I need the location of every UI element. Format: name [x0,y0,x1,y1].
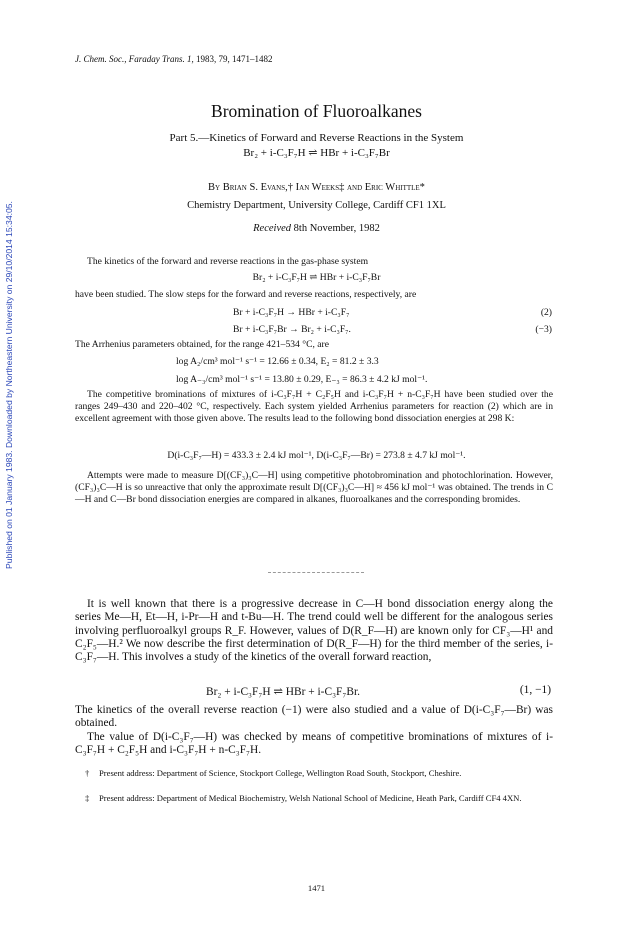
journal-citation [75,54,273,64]
journal-volume-pages: 1983, 79, 1471–1482 [193,54,273,64]
received-label: Received [253,223,294,234]
abstract-paragraph-4: The competitive brominations of mixtures of i-C₃F₇H + C₂F₅H and i-C₃F₇H + n-C₃F₇H have been studied over the ranges 249–430 and 220–402 °C, respectively. Each system yielded Arrhenius parameters for reaction (2) which are in excellent agreement with those given above. The results lead to the following bond dissociation energies at 298 K: [75,389,553,424]
footnote-1-text: Present address: Department of Science, Stockport College, Wellington Road South, Stockport, Cheshire. [99,768,462,778]
author-weeks: Ian Weeks‡ [293,182,345,193]
footnote-2 [75,793,553,803]
body-paragraph-2: The kinetics of the overall reverse reaction (−1) were also studied and a value of D(i-C₃F₇—Br) was obtained. [75,704,553,730]
author-line [0,182,633,193]
article-subtitle: Part 5.—Kinetics of Forward and Reverse Reactions in the System [169,132,464,144]
page-number: 1471 [307,883,326,893]
author-whittle: Eric Whittle* [364,182,425,193]
abstract-paragraph-3: The Arrhenius parameters obtained, for the range 421–534 °C, are [75,339,329,350]
abstract-paragraph-1: The kinetics of the forward and reverse reactions in the gas-phase system [87,256,369,267]
received-date: 8th November, 1982 [293,223,380,234]
author-evans: Brian S. Evans,† [222,182,294,193]
equation-2-number: (2) [540,307,552,318]
body-paragraph-3: The value of D(i-C₃F₇—H) was checked by means of competitive brominations of mixtures of i-C₃F₇H + C₂F₅H and i-C₃F₇H + n-C₃F₇H. [75,731,553,757]
body-paragraph-1: It is well known that there is a progressive decrease in C—H bond dissociation energy along the series Me—H, Et—H, i-Pr—H and t-Bu—H. The trend could well be different for the analogous series involving perfluoroalkyl groups R_F. However, values of D(R_F—H) are known only for CF₃—H¹ and C₂F₅—H.² We now describe the first determination of D(R_F—H) for the third member of the series, i-C₃F₇—H. This involves a study of the kinetics of the overall forward reaction, [75,598,553,664]
footnote-2-mark: ‡ [85,793,90,803]
abstract-equation-3: Br + i-C₃F₇Br → Br₂ + i-C₃F₇. [233,324,351,335]
footnote-1 [75,768,553,778]
article-title: Bromination of Fluoroalkanes [211,101,422,121]
arrhenius-forward: log A₂/cm³ mol⁻¹ s⁻¹ = 12.66 ± 0.34, E₂ = 81.2 ± 3.3 [176,356,379,367]
download-notice-text: Published on 01 January 1983. Downloaded by Northeastern University on 29/10/2014 15:34:05. [4,201,14,569]
equation-3-number: (−3) [535,324,552,335]
journal-name: J. Chem. Soc., Faraday Trans. 1, [75,54,194,64]
abstract-equation-2: Br + i-C₃F₇H → HBr + i-C₃F₇ [233,307,350,318]
download-notice [3,150,15,620]
footnote-1-mark: † [85,768,90,778]
section-divider [268,572,364,573]
footnote-2-text: Present address: Department of Medical Biochemistry, Welsh National School of Medicine, Heath Park, Cardiff CF4 4XN. [99,793,522,803]
body-equation-1: Br₂ + i-C₃F₇H ⇌ HBr + i-C₃F₇Br. [206,686,360,698]
authors-by: By [208,182,223,193]
abstract-paragraph-2: have been studied. The slow steps for the forward and reverse reactions, respectively, are [75,289,417,300]
authors-and: and [344,182,365,193]
abstract-paragraph-5: Attempts were made to measure D[(CF₃)₃C—H] using competitive photobromination and photochlorination. However, (CF₃)₃C—H is so unreactive that only the approximate result D[(CF₃)₃C—H] ≈ 456 kJ mol⁻¹ was obtained. The trends in C—H and C—Br bond dissociation energies are compared in alkanes, fluoroalkanes and the corresponding bromides. [75,470,553,505]
abstract-equation-system: Br₂ + i-C₃F₇H ⇌ HBr + i-C₃F₇Br [252,272,381,283]
equation-1-number: (1, −1) [519,684,551,696]
bond-dissociation-energies: D(i-C₃F₇—H) = 433.3 ± 2.4 kJ mol⁻¹, D(i-C₃F₇—Br) = 273.8 ± 4.7 kJ mol⁻¹. [167,450,466,461]
article-subtitle-equation: Br₂ + i-C₃F₇H ⇌ HBr + i-C₃F₇Br [243,147,390,159]
arrhenius-reverse: log A₋₃/cm³ mol⁻¹ s⁻¹ = 13.80 ± 0.29, E₋₃ = 86.3 ± 4.2 kJ mol⁻¹. [176,374,428,385]
affiliation: Chemistry Department, University College, Cardiff CF1 1XL [187,200,446,211]
received-line [0,223,633,234]
